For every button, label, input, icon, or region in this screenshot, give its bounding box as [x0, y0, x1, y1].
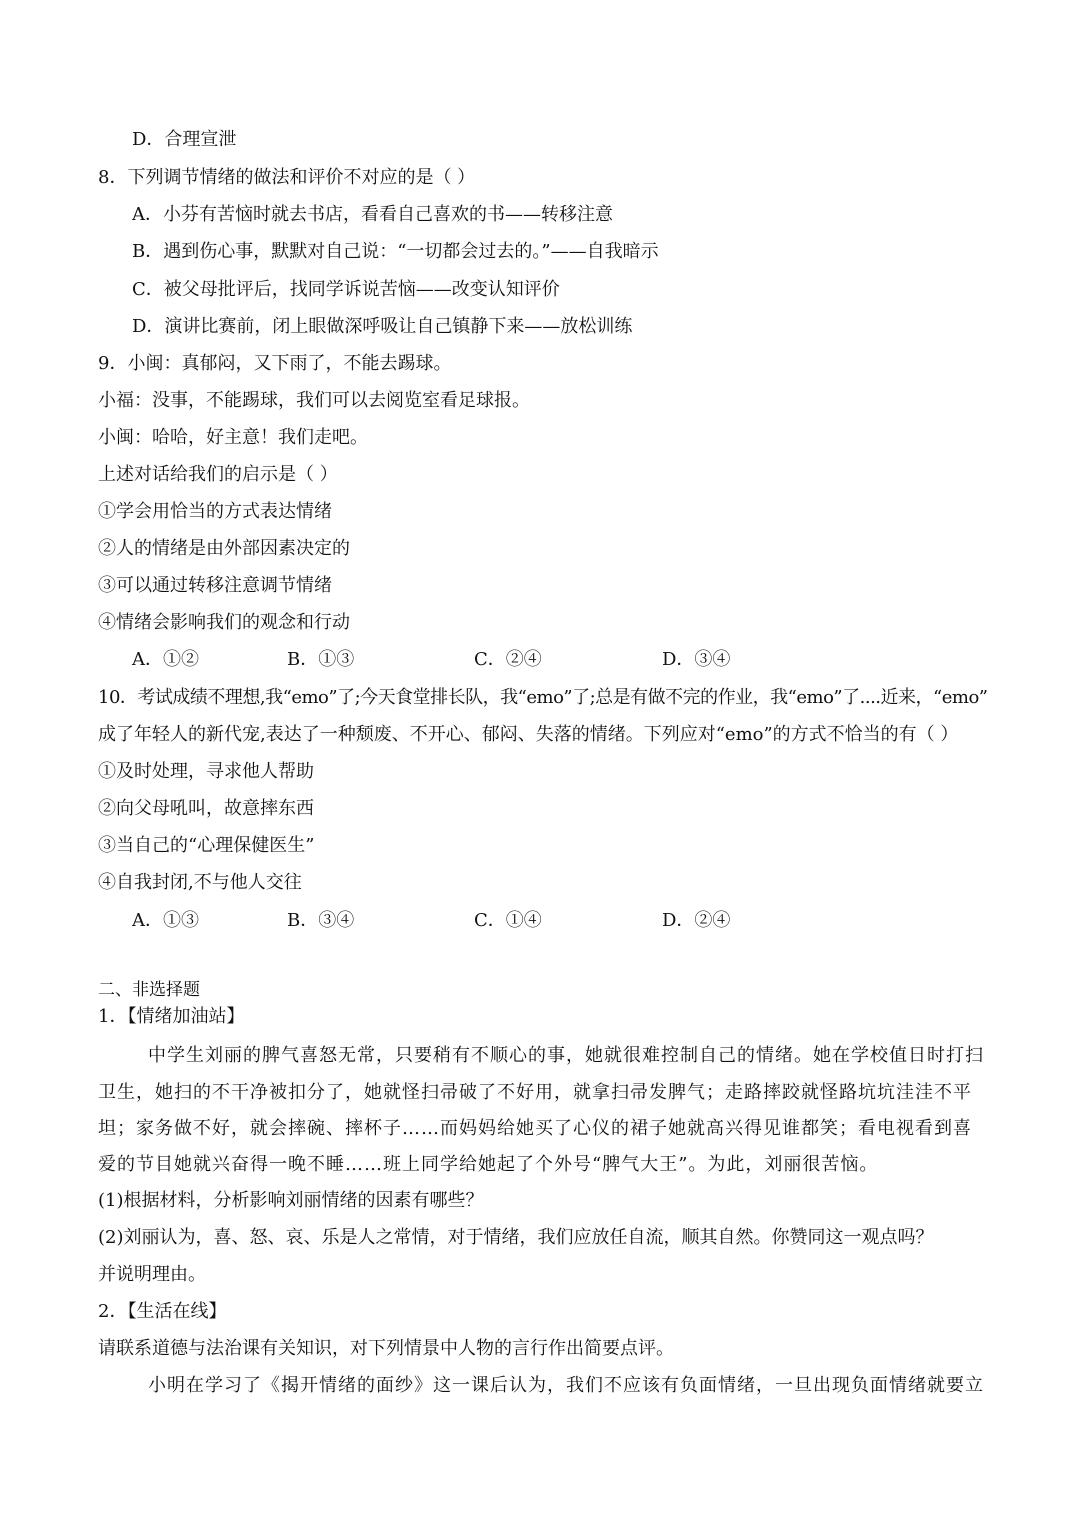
- section-title: 二、非选择题: [98, 980, 200, 1000]
- q10-option-a: A．①③: [132, 910, 199, 931]
- q9-option-a: A．①②: [132, 649, 199, 670]
- s2-q1-material-3: 坦；家务做不好，就会摔碗、摔杯子……而妈妈给她买了心仪的裙子她就高兴得见谁都笑；看电视看到喜: [98, 1118, 972, 1139]
- s2-q2-material: 小明在学习了《揭开情绪的面纱》这一课后认为，我们不应该有负面情绪，一旦出现负面情绪就要立: [148, 1375, 984, 1396]
- q9-line-3: 小闽：哈哈，好主意！我们走吧。: [98, 427, 368, 448]
- s2-q1-title: 1．【情绪加油站】: [98, 1006, 245, 1027]
- q10-item-4: ④自我封闭,不与他人交往: [98, 872, 302, 893]
- q9-line-1: 9．小闽：真郁闷，又下雨了，不能去踢球。: [98, 353, 452, 374]
- s2-q1-sub-1: (1)根据材料，分析影响刘丽情绪的因素有哪些？: [98, 1190, 484, 1211]
- q10-item-2: ②向父母吼叫，故意摔东西: [98, 798, 314, 819]
- q9-line-2: 小福：没事，不能踢球，我们可以去阅览室看足球报。: [98, 390, 530, 411]
- q8-option-c: C．被父母批评后，找同学诉说苦恼——改变认知评价: [132, 279, 560, 300]
- q10-line-2: 成了年轻人的新代宠,表达了一种颓废、不开心、郁闷、失落的情绪。下列应对“emo”的方式不恰当的有（ ）: [98, 724, 959, 745]
- q8-option-a: A．小芬有苦恼时就去书店，看看自己喜欢的书——转移注意: [132, 204, 613, 225]
- q10-item-3: ③当自己的“心理保健医生”: [98, 835, 315, 856]
- s2-q1-material-2: 卫生，她扫的不干净被扣分了，她就怪扫帚破了不好用，就拿扫帚发脾气；走路摔跤就怪路坑坑洼洼不平: [98, 1082, 972, 1103]
- q9-option-c: C．②④: [474, 649, 542, 670]
- q9-option-b: B．①③: [287, 649, 355, 670]
- s2-q2-intro: 请联系道德与法治课有关知识，对下列情景中人物的言行作出简要点评。: [98, 1338, 674, 1359]
- q10-option-b: B．③④: [287, 910, 355, 931]
- q10-line-1: 10．考试成绩不理想,我“emo”了;今天食堂排长队，我“emo”了;总是有做不完的作业，我“emo”了....近来，“emo”: [98, 687, 988, 708]
- s2-q2-title: 2．【生活在线】: [98, 1301, 227, 1322]
- q9-stem: 上述对话给我们的启示是（ ）: [98, 464, 338, 485]
- q8-option-b: B．遇到伤心事，默默对自己说：“一切都会过去的。”——自我暗示: [132, 241, 659, 262]
- q9-item-4: ④情绪会影响我们的观念和行动: [98, 612, 350, 633]
- q9-item-2: ②人的情绪是由外部因素决定的: [98, 538, 350, 559]
- q7-option-d: D．合理宣泄: [132, 129, 237, 150]
- q9-option-d: D．③④: [662, 649, 731, 670]
- q10-option-d: D．②④: [662, 910, 731, 931]
- q8-option-d: D．演讲比赛前，闭上眼做深呼吸让自己镇静下来——放松训练: [132, 316, 633, 337]
- q10-option-c: C．①④: [474, 910, 542, 931]
- s2-q1-sub-2: (2)刘丽认为，喜、怒、哀、乐是人之常情，对于情绪，我们应放任自流，顺其自然。你赞同这一观点吗？: [98, 1227, 934, 1248]
- q8-stem: 8．下列调节情绪的做法和评价不对应的是（ ）: [98, 167, 476, 188]
- q9-item-3: ③可以通过转移注意调节情绪: [98, 575, 332, 596]
- q9-item-1: ①学会用恰当的方式表达情绪: [98, 501, 332, 522]
- s2-q1-material-1: 中学生刘丽的脾气喜怒无常，只要稍有不顺心的事，她就很难控制自己的情绪。她在学校值日时打扫: [148, 1045, 984, 1066]
- s2-q1-material-4: 爱的节目她就兴奋得一晚不睡……班上同学给她起了个外号“脾气大王”。为此，刘丽很苦恼。: [98, 1154, 879, 1175]
- s2-q1-sub-2-cont: 并说明理由。: [98, 1264, 206, 1285]
- q10-item-1: ①及时处理，寻求他人帮助: [98, 761, 314, 782]
